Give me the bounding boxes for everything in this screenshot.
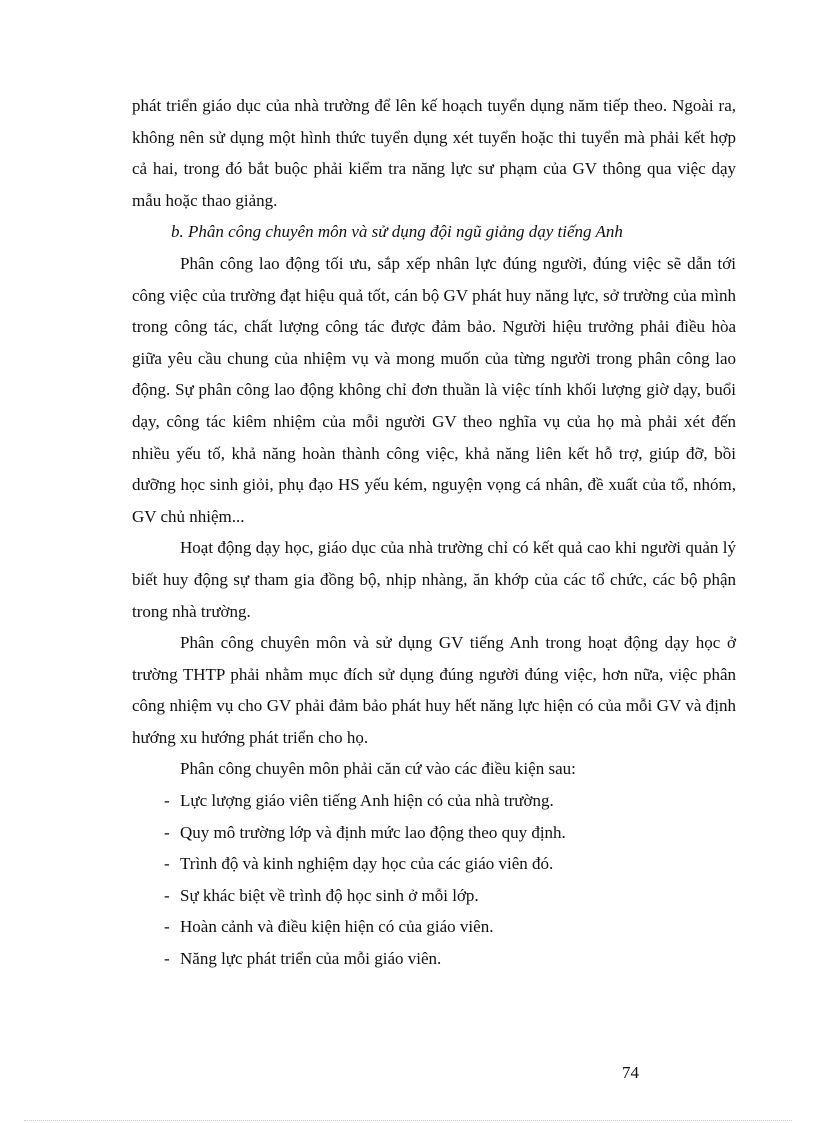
paragraph: Phân công chuyên môn và sử dụng GV tiếng Anh trong hoạt động dạy học ở trường THTP phải nhằm mục đích sử dụng đúng người đúng việc, hơn nữa, việc phân công nhiệm vụ cho GV phải đảm bảo phát huy hết năng lực hiện có của mỗi GV và định hướng xu hướng phát triển cho họ. bbox=[132, 633, 736, 747]
list-item-text: Sự khác biệt về trình độ học sinh ở mỗi lớp. bbox=[180, 885, 479, 905]
list-item bbox=[132, 817, 736, 849]
footer-divider bbox=[24, 1120, 792, 1121]
paragraph: Hoạt động dạy học, giáo dục của nhà trường chỉ có kết quả cao khi người quản lý biết huy động sự tham gia đồng bộ, nhịp nhàng, ăn khớp của các tổ chức, các bộ phận trong nhà trường. bbox=[132, 538, 736, 621]
list-item bbox=[132, 943, 736, 975]
page-number: 74 bbox=[622, 1063, 639, 1082]
bullet-dash: - bbox=[164, 885, 170, 905]
page-content bbox=[132, 90, 736, 975]
list-item bbox=[132, 785, 736, 817]
list-item-text: Năng lực phát triển của mỗi giáo viên. bbox=[180, 949, 442, 969]
list-item bbox=[132, 848, 736, 880]
paragraph-continuation: phát triển giáo dục của nhà trường để lên kế hoạch tuyển dụng năm tiếp theo. Ngoài ra, không nên sử dụng một hình thức tuyển dụng xét tuyển hoặc thi tuyển mà phải kết hợp cả hai, trong đó bắt buộc phải kiểm tra năng lực sư phạm của GV thông qua việc dạy mẫu hoặc thao giảng. bbox=[132, 96, 736, 210]
conditions-list bbox=[132, 785, 736, 975]
bullet-dash: - bbox=[164, 791, 170, 811]
list-item-text: Quy mô trường lớp và định mức lao động theo quy định. bbox=[180, 822, 566, 842]
paragraph: Phân công chuyên môn phải căn cứ vào các điều kiện sau: bbox=[180, 759, 576, 779]
bullet-dash: - bbox=[164, 917, 170, 937]
list-item bbox=[132, 911, 736, 943]
bullet-dash: - bbox=[164, 822, 170, 842]
bullet-dash: - bbox=[164, 949, 170, 969]
list-item-text: Lực lượng giáo viên tiếng Anh hiện có của nhà trường. bbox=[180, 791, 554, 811]
paragraph: Phân công lao động tối ưu, sắp xếp nhân lực đúng người, đúng việc sẽ dẫn tới công việc của trường đạt hiệu quả tốt, cán bộ GV phát huy năng lực, sở trường của mình trong công tác, chất lượng công tác được đảm bảo. Người hiệu trưởng phải điều hòa giữa yêu cầu chung của nhiệm vụ và mong muốn của từng người trong phân công lao động. Sự phân công lao động không chỉ đơn thuần là việc tính khối lượng giờ dạy, buổi dạy, công tác kiêm nhiệm của mỗi người GV theo nghĩa vụ của họ mà phải xét đến nhiều yếu tố, khả năng hoàn thành công việc, khả năng liên kết hỗ trợ, giúp đỡ, bồi dưỡng học sinh giỏi, phụ đạo HS yếu kém, nguyện vọng cá nhân, đề xuất của tổ, nhóm, GV chủ nhiệm... bbox=[132, 253, 736, 526]
list-item-text: Trình độ và kinh nghiệm dạy học của các giáo viên đó. bbox=[180, 854, 554, 874]
list-item bbox=[132, 880, 736, 912]
list-item-text: Hoàn cảnh và điều kiện hiện có của giáo viên. bbox=[180, 917, 494, 937]
section-heading: b. Phân công chuyên môn và sử dụng đội ngũ giảng dạy tiếng Anh bbox=[171, 222, 623, 242]
bullet-dash: - bbox=[164, 854, 170, 874]
